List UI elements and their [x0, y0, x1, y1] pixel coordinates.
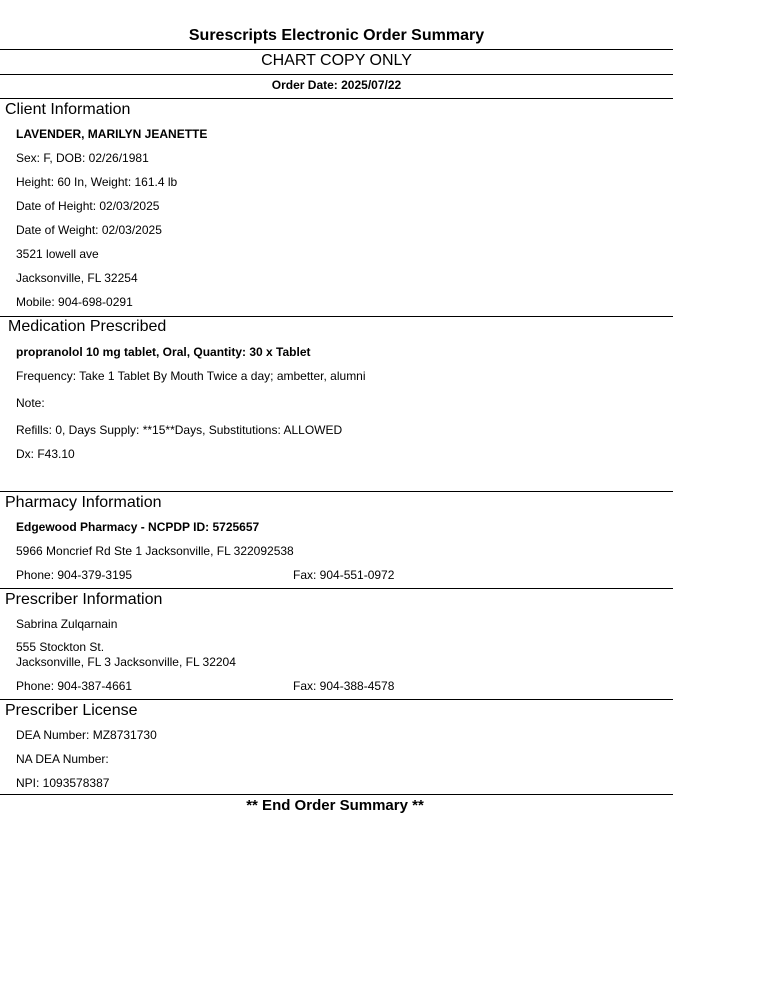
- prescriber-fax: Fax: 904-388-4578: [293, 679, 395, 693]
- client-sex-dob: Sex: F, DOB: 02/26/1981: [16, 151, 149, 165]
- end-order-summary: ** End Order Summary **: [246, 797, 424, 814]
- client-date-of-height: Date of Height: 02/03/2025: [16, 199, 160, 213]
- pharmacy-address: 5966 Moncrief Rd Ste 1 Jacksonville, FL 322092538: [16, 544, 294, 558]
- client-date-of-weight: Date of Weight: 02/03/2025: [16, 223, 162, 237]
- license-section-heading: Prescriber License: [5, 702, 138, 719]
- client-mobile: Mobile: 904-698-0291: [16, 295, 133, 309]
- divider: [0, 316, 673, 317]
- license-na-dea-number: NA DEA Number:: [16, 752, 109, 766]
- prescriber-address-line2: Jacksonville, FL 3 Jacksonville, FL 32204: [16, 655, 236, 669]
- divider: [0, 699, 673, 700]
- order-date: Order Date: 2025/07/22: [271, 78, 402, 92]
- client-section-heading: Client Information: [5, 101, 131, 118]
- client-address-line2: Jacksonville, FL 32254: [16, 271, 138, 285]
- prescriber-name: Sabrina Zulqarnain: [16, 617, 118, 631]
- medication-frequency: Frequency: Take 1 Tablet By Mouth Twice a day; ambetter, alumni: [16, 369, 366, 383]
- client-name: LAVENDER, MARILYN JEANETTE: [16, 127, 208, 141]
- divider: [0, 49, 673, 50]
- prescriber-phone: Phone: 904-387-4661: [16, 679, 133, 693]
- pharmacy-section-heading: Pharmacy Information: [5, 494, 162, 511]
- medication-drug: propranolol 10 mg tablet, Oral, Quantity: 30 x Tablet: [16, 345, 311, 359]
- medication-dx: Dx: F43.10: [16, 447, 75, 461]
- client-height-weight: Height: 60 In, Weight: 161.4 lb: [16, 175, 178, 189]
- document-title: Surescripts Electronic Order Summary: [188, 27, 485, 44]
- medication-note: Note:: [16, 396, 45, 410]
- pharmacy-fax: Fax: 904-551-0972: [293, 568, 395, 582]
- pharmacy-name: Edgewood Pharmacy - NCPDP ID: 5725657: [16, 520, 260, 534]
- divider: [0, 794, 673, 795]
- divider: [0, 98, 673, 99]
- client-address-line1: 3521 lowell ave: [16, 247, 99, 261]
- divider: [0, 74, 673, 75]
- medication-refills: Refills: 0, Days Supply: **15**Days, Substitutions: ALLOWED: [16, 423, 343, 437]
- divider: [0, 588, 673, 589]
- medication-section-heading: Medication Prescribed: [8, 318, 167, 335]
- divider: [0, 491, 673, 492]
- chart-copy-label: CHART COPY ONLY: [261, 52, 412, 69]
- license-dea-number: DEA Number: MZ8731730: [16, 728, 157, 742]
- license-npi: NPI: 1093578387: [16, 776, 110, 790]
- prescriber-address-line1: 555 Stockton St.: [16, 640, 105, 654]
- prescriber-section-heading: Prescriber Information: [5, 591, 163, 608]
- pharmacy-phone: Phone: 904-379-3195: [16, 568, 133, 582]
